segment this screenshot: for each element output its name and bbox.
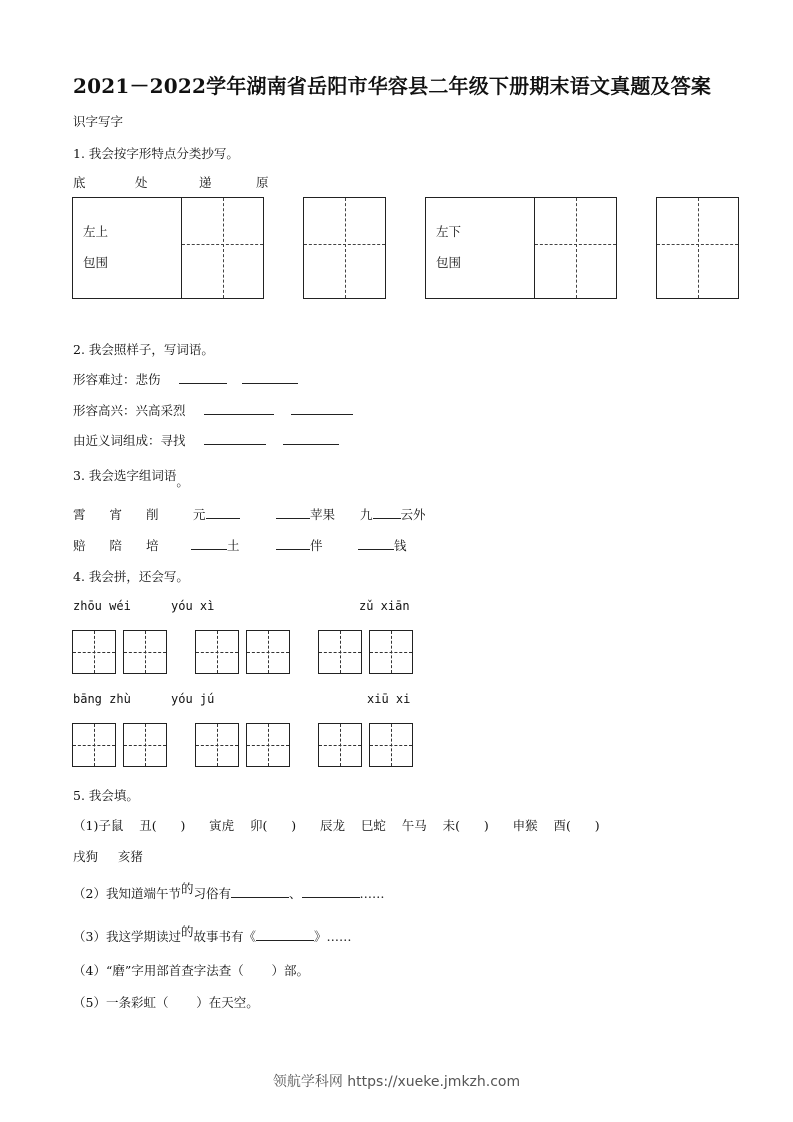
tian-grid-cell[interactable] [369,723,413,767]
q5-line-1: （1)子鼠 丑( ) 寅虎 卯( ) 辰龙 巳蛇 午马 未( ) 申猴 酉( ) [73,818,600,833]
q1-char-3: 递 [199,175,212,190]
page-title: 2021－2022学年湖南省岳阳市华容县二年级下册期末语文真题及答案 [73,74,712,98]
q3-item-text: 元 [193,507,206,522]
q5-line-3 [73,924,352,945]
q3-row-2 [73,536,159,554]
q2-line-text: 形容难过：悲伤 [73,372,161,387]
q5-text: （2）我知道端午节 [73,886,181,901]
tian-grid-cell[interactable] [195,723,239,767]
question-4-prompt: 4. 我会拼，还会写。 [73,569,189,584]
tian-grid-cell[interactable] [246,723,290,767]
box-label-line2: 包围 [436,255,462,270]
q5-line-1b: 戌狗 亥猪 [73,849,143,864]
q5-line-5: （5）一条彩虹（ ）在天空。 [73,995,259,1010]
answer-blank[interactable] [276,505,310,519]
q3-item-text: 土 [227,538,240,553]
tian-grid-cell[interactable] [72,630,116,674]
q5-line-2 [73,881,385,902]
q3-prompt-text: 3. 我会选字组词语 [73,468,177,483]
q3-item [360,505,426,523]
q2-line-text: 形容高兴：兴高采烈 [73,403,186,418]
answer-blank[interactable] [291,401,353,415]
question-2-prompt: 2. 我会照样子，写词语。 [73,342,214,357]
choice-char: 削 [146,507,159,522]
q1-char-1: 底 [73,175,86,190]
q2-line-2 [73,401,353,419]
pinyin-label: xiū xi [367,692,411,706]
tian-grid-cell[interactable] [246,630,290,674]
box-label-line2: 包围 [83,255,109,270]
q5-text: 的 [180,881,194,896]
q5-text: （3）我这学期读过 [73,929,181,944]
pinyin-label: yóu xì [171,599,215,613]
q3-item-text: 云外 [400,507,426,522]
question-1-prompt: 1. 我会按字形特点分类抄写。 [73,146,239,161]
answer-blank[interactable] [302,884,360,898]
writing-cell[interactable] [303,197,386,299]
q3-item [276,536,323,554]
writing-cell[interactable] [534,198,616,298]
tian-grid-cell[interactable] [195,630,239,674]
pinyin-label: zhōu wéi [73,599,131,613]
q1-char-2: 处 [135,175,148,190]
q5-text: …… [359,886,385,901]
q5-text: 、 [289,886,302,901]
answer-blank[interactable] [204,431,266,445]
choice-char: 陪 [109,538,123,553]
footer-source: 领航学科网 https://xueke.jmkzh.com [272,1074,521,1090]
answer-blank[interactable] [283,431,339,445]
q3-item-text: 伴 [310,538,323,553]
writing-cell[interactable] [181,198,263,298]
q3-item-text: 钱 [394,538,407,553]
q5-text: 习俗有 [193,886,231,901]
question-3-prompt [73,466,189,489]
q3-item [276,505,335,523]
answer-blank[interactable] [191,536,227,550]
q5-line-4: （4）“磨”字用部首查字法查（ ）部。 [73,963,310,978]
tian-grid-cell[interactable] [123,723,167,767]
tian-grid-cell[interactable] [72,723,116,767]
tian-grid-cell[interactable] [318,630,362,674]
q2-line-text: 由近义词组成：寻找 [73,433,186,448]
pinyin-label: yóu jú [171,692,215,706]
q2-line-3 [73,431,339,449]
writing-cell[interactable] [656,197,739,299]
classification-box-left-bottom [425,197,617,299]
tian-grid-cell[interactable] [123,630,167,674]
choice-char: 培 [146,538,159,553]
question-5-prompt: 5. 我会填。 [73,788,139,803]
pinyin-label: bāng zhù [73,692,131,706]
answer-blank[interactable] [242,370,298,384]
q1-char-4: 原 [256,175,269,190]
q2-line-1 [73,370,298,388]
classification-box-left-top [72,197,264,299]
q3-item [191,536,240,554]
q5-text: 》…… [314,929,352,944]
q3-item [358,536,407,554]
q5-text: 故事书有《 [193,929,256,944]
q3-prompt-dot: 。 [176,474,189,489]
q3-item-text: 九 [360,507,373,522]
choice-char: 宵 [109,507,123,522]
q5-text: 的 [180,924,194,939]
answer-blank[interactable] [276,536,310,550]
pinyin-label: zǔ xiān [359,599,410,613]
answer-blank[interactable] [179,370,227,384]
box-label-line1: 左上 [83,224,109,239]
answer-blank[interactable] [231,884,289,898]
answer-blank[interactable] [206,505,240,519]
answer-blank[interactable] [204,401,274,415]
tian-grid-cell[interactable] [369,630,413,674]
answer-blank[interactable] [256,927,314,941]
choice-char: 赔 [73,538,86,553]
answer-blank[interactable] [373,505,401,519]
q3-row-1 [73,505,159,523]
tian-grid-cell[interactable] [318,723,362,767]
answer-blank[interactable] [358,536,394,550]
choice-char: 霄 [73,507,86,522]
q3-item-text: 苹果 [310,507,336,522]
section-heading: 识字写字 [73,114,124,129]
box-label-line1: 左下 [436,224,462,239]
q3-item [193,505,240,523]
